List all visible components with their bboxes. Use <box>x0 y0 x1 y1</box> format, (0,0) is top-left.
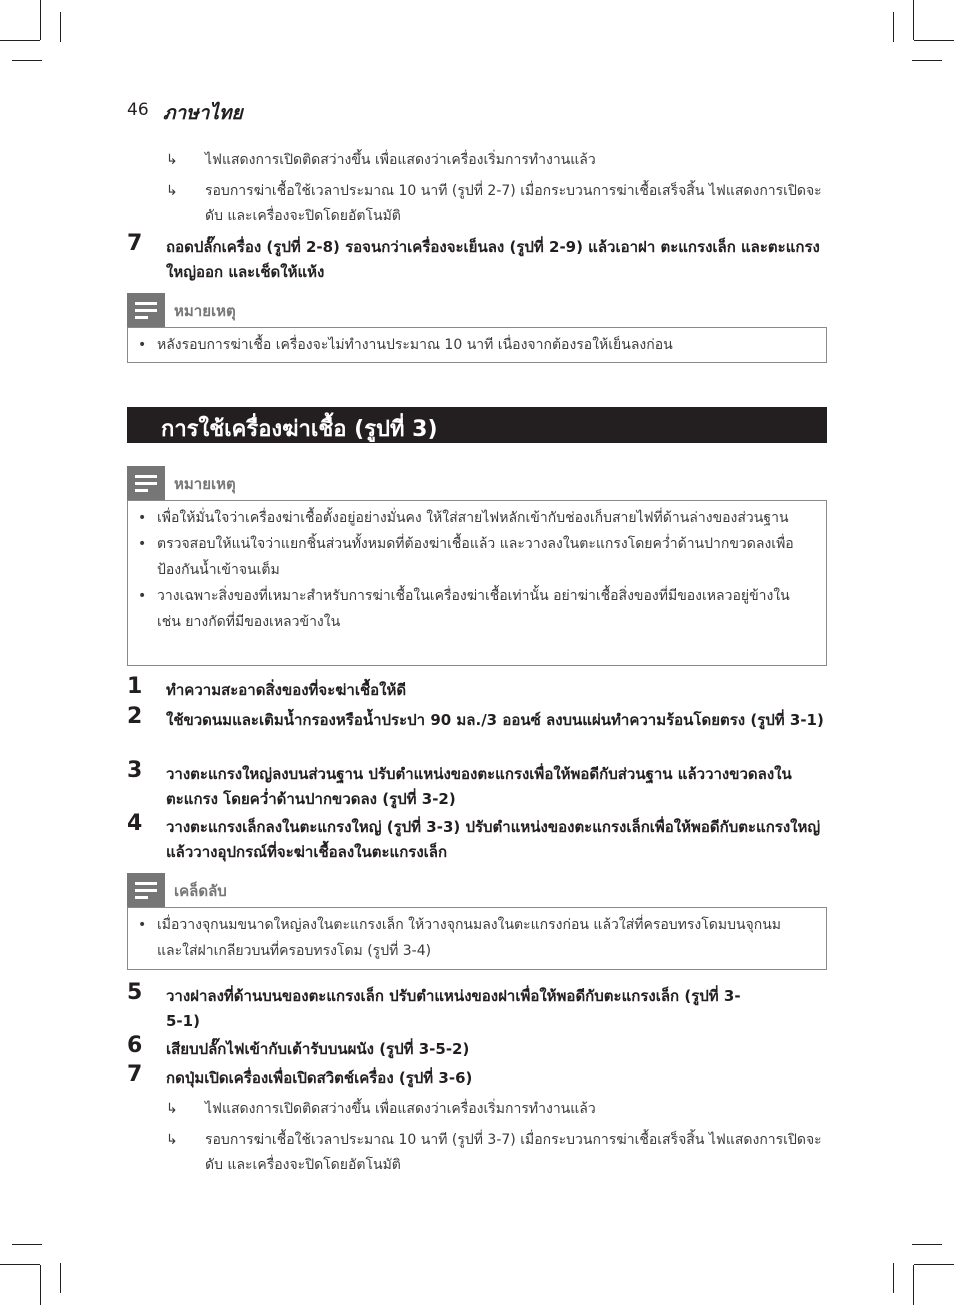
note-text: หลังรอบการฆ่าเชื้อ เครื่องจะไม่ทำงานประมาณ 10 นาที เนื่องจากต้องรอให้เย็นลงก่อน <box>157 337 673 353</box>
crop-mark <box>914 40 954 41</box>
crop-mark <box>60 12 61 42</box>
bullet-icon: • <box>138 588 147 604</box>
step-number: 2 <box>127 704 143 729</box>
result-arrow-icon: ↳ <box>166 1132 178 1148</box>
step-text: วางฝาลงที่ด้านบนของตะแกรงเล็ก ปรับตำแหน่งของฝาเพื่อให้พอดีกับตะแกรงเล็ก (รูปที่ 3-5-1) <box>166 987 741 1030</box>
section-title: การใช้เครื่องฆ่าเชื้อ (รูปที่ 3) <box>161 417 438 442</box>
tip-title: เคล็ดลับ <box>174 882 227 900</box>
crop-mark <box>893 1263 894 1293</box>
step-text: กดปุ่มเปิดเครื่องเพื่อเปิดสวิตช์เครื่อง (รูปที่ 3-6) <box>166 1069 473 1087</box>
note-item <box>128 583 797 635</box>
step-number: 4 <box>127 811 143 836</box>
step-number: 1 <box>127 674 143 699</box>
result-arrow-icon: ↳ <box>166 1101 178 1117</box>
crop-mark <box>913 0 914 40</box>
step-number: 7 <box>127 231 143 256</box>
tip-text: เมื่อวางจุกนมขนาดใหญ่ลงในตะแกรงเล็ก ให้วางจุกนมลงในตะแกรงก่อน แล้วใส่ที่ครอบทรงโดมบนจุกนม และใส่ฝาเกลียวบนที่ครอบทรงโดม (รูปที่ 3-4) <box>157 917 782 959</box>
bullet-icon: • <box>138 510 147 526</box>
step-text: ถอดปลั๊กเครื่อง (รูปที่ 2-8) รอจนกว่าเครื่องจะเย็นลง (รูปที่ 2-9) แล้วเอาฝา ตะแกรงเล็ก และตะแกรงใหญ่ออก และเช็ดให้แห้ง <box>166 238 820 281</box>
step-number: 3 <box>127 758 143 783</box>
note-icon <box>127 293 165 327</box>
tip-item <box>128 912 797 964</box>
step-number: 6 <box>127 1033 143 1058</box>
note-icon <box>127 466 165 500</box>
crop-mark <box>913 1265 914 1305</box>
result-text: ไฟแสดงการเปิดติดสว่างขึ้น เพื่อแสดงว่าเครื่องเริ่มการทำงานแล้ว <box>205 1101 596 1117</box>
crop-mark <box>914 1264 954 1265</box>
result-arrow-icon: ↳ <box>166 183 178 199</box>
step-number: 7 <box>127 1062 143 1087</box>
bullet-icon: • <box>138 917 147 933</box>
note-title: หมายเหตุ <box>174 475 236 493</box>
crop-mark <box>0 1264 40 1265</box>
step-text: ใช้ขวดนมและเติมน้ำกรองหรือน้ำประปา 90 มล./3 ออนซ์ ลงบนแผ่นทำความร้อนโดยตรง (รูปที่ 3-1) <box>166 711 824 729</box>
language-heading: ภาษาไทย <box>163 102 243 124</box>
result-text: รอบการฆ่าเชื้อใช้เวลาประมาณ 10 นาที (รูปที่ 3-7) เมื่อกระบวนการฆ่าเชื้อเสร็จสิ้น ไฟแสดงการเปิดจะดับ และเครื่องจะปิดโดยอัตโนมัติ <box>205 1132 822 1173</box>
crop-mark <box>60 1263 61 1293</box>
note-item <box>128 505 797 531</box>
result-arrow-icon: ↳ <box>166 152 178 168</box>
note-icon <box>127 873 165 907</box>
step-text: วางตะแกรงเล็กลงในตะแกรงใหญ่ (รูปที่ 3-3) ปรับตำแหน่งของตะแกรงเล็กเพื่อให้พอดีกับตะแกรงใหญ่ แล้ววางอุปกรณ์ที่จะฆ่าเชื้อลงในตะแกรงเล็ก <box>166 818 821 861</box>
note-text: เพื่อให้มั่นใจว่าเครื่องฆ่าเชื้อตั้งอยู่อย่างมั่นคง ให้ใส่สายไฟหลักเข้ากับช่องเก็บสายไฟที่ด้านล่างของส่วนฐาน <box>157 510 789 526</box>
note-box <box>127 500 827 666</box>
result-text: รอบการฆ่าเชื้อใช้เวลาประมาณ 10 นาที (รูปที่ 2-7) เมื่อกระบวนการฆ่าเชื้อเสร็จสิ้น ไฟแสดงการเปิดจะดับ และเครื่องจะปิดโดยอัตโนมัติ <box>205 183 822 224</box>
crop-mark <box>12 1244 42 1245</box>
step-text: วางตะแกรงใหญ่ลงบนส่วนฐาน ปรับตำแหน่งของตะแกรงเพื่อให้พอดีกับส่วนฐาน แล้ววางขวดลงในตะแกรง โดยคว่ำด้านปากขวดลง (รูปที่ 3-2) <box>166 765 792 808</box>
note-box <box>127 327 827 363</box>
section-banner <box>127 407 827 443</box>
bullet-icon: • <box>138 337 147 353</box>
crop-mark <box>40 0 41 40</box>
tip-box <box>127 907 827 970</box>
note-text: วางเฉพาะสิ่งของที่เหมาะสำหรับการฆ่าเชื้อในเครื่องฆ่าเชื้อเท่านั้น อย่าฆ่าเชื้อสิ่งของที่มีของเหลวอยู่ข้างใน เช่น ยางกัดที่มีของเหลวข้างใน <box>157 588 790 630</box>
note-item <box>128 531 797 583</box>
crop-mark <box>912 60 942 61</box>
crop-mark <box>40 1265 41 1305</box>
crop-mark <box>0 40 40 41</box>
crop-mark <box>912 1244 942 1245</box>
note-item <box>128 332 826 358</box>
crop-mark <box>12 60 42 61</box>
step-number: 5 <box>127 980 143 1005</box>
crop-mark <box>893 12 894 42</box>
step-text: ทำความสะอาดสิ่งของที่จะฆ่าเชื้อให้ดี <box>166 681 407 699</box>
note-title: หมายเหตุ <box>174 302 236 320</box>
note-text: ตรวจสอบให้แน่ใจว่าแยกชิ้นส่วนทั้งหมดที่ต้องฆ่าเชื้อแล้ว และวางลงในตะแกรงโดยคว่ำด้านปากขวดลงเพื่อป้องกันน้ำเข้าจนเต็ม <box>157 536 794 578</box>
result-text: ไฟแสดงการเปิดติดสว่างขึ้น เพื่อแสดงว่าเครื่องเริ่มการทำงานแล้ว <box>205 152 596 168</box>
page-number: 46 <box>127 100 149 120</box>
step-text: เสียบปลั๊กไฟเข้ากับเต้ารับบนผนัง (รูปที่ 3-5-2) <box>166 1040 470 1058</box>
bullet-icon: • <box>138 536 147 552</box>
